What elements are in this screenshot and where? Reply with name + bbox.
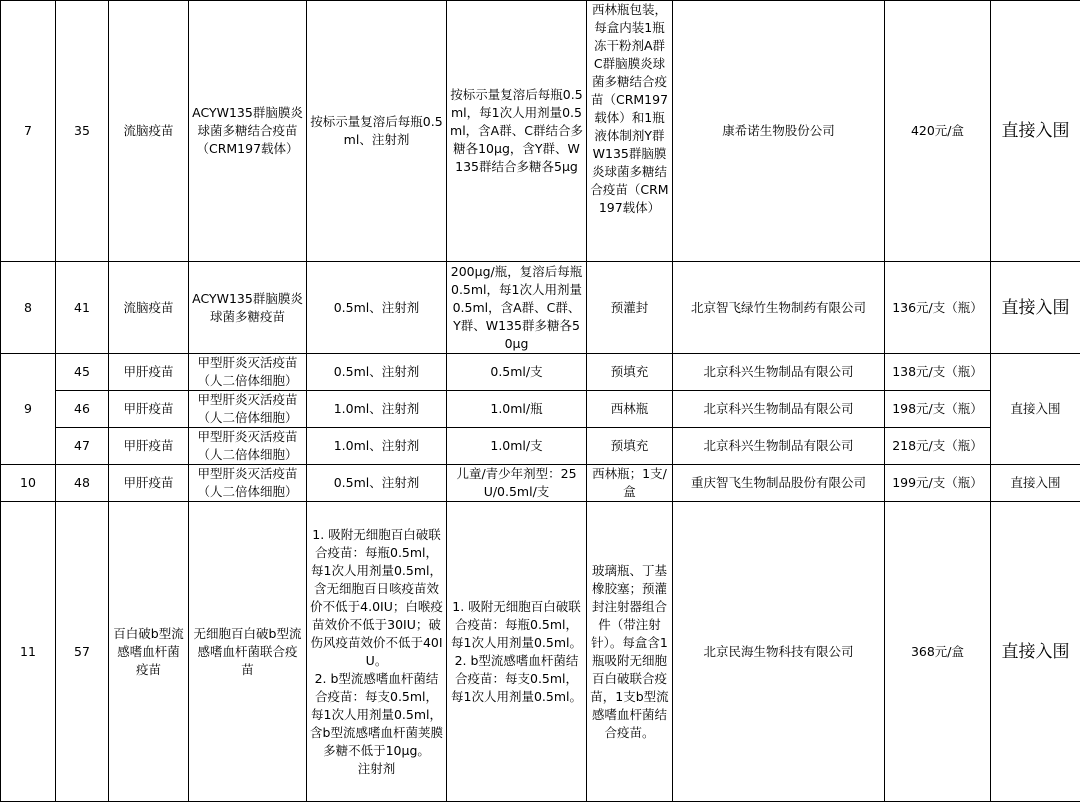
company: 重庆智飞生物制品股份有限公司 bbox=[673, 465, 885, 502]
packaging: 玻璃瓶、丁基橡胶塞；预灌封注射器组合件（带注射针）。每盒含1瓶吸附无细胞百白破联合疫苗，1支b型流感嗜血杆菌结合疫苗。 bbox=[587, 502, 673, 802]
result: 直接入围 bbox=[991, 502, 1080, 802]
vaccine-category: 甲肝疫苗 bbox=[109, 391, 189, 428]
result: 直接入围 bbox=[991, 1, 1080, 262]
item-code: 45 bbox=[56, 354, 109, 391]
vaccine-name: 甲型肝炎灭活疫苗（人二倍体细胞） bbox=[189, 428, 307, 465]
table-row bbox=[1, 391, 1080, 428]
content: 1.0ml/瓶 bbox=[447, 391, 587, 428]
table-row bbox=[1, 354, 1080, 391]
packaging: 预填充 bbox=[587, 428, 673, 465]
specification: 1.0ml、注射剂 bbox=[307, 391, 447, 428]
specification: 按标示量复溶后每瓶0.5ml、注射剂 bbox=[307, 1, 447, 262]
packaging: 西林瓶；1支/盒 bbox=[587, 465, 673, 502]
vaccine-category: 甲肝疫苗 bbox=[109, 428, 189, 465]
company: 康希诺生物股份公司 bbox=[673, 1, 885, 262]
specification: 1. 吸附无细胞百白破联合疫苗：每瓶0.5ml，每1次人用剂量0.5ml，含无细胞百日咳疫苗效价不低于4.0IU；白喉疫苗效价不低于30IU；破伤风疫苗效价不低于40IU。 2. b型流感嗜血杆菌结合疫苗：每支0.5ml，每1次人用剂量0.5ml，含b型流感嗜血杆菌荚膜多糖不低于10μg。 注射剂 bbox=[307, 502, 447, 802]
price: 368元/盒 bbox=[885, 502, 991, 802]
content: 200μg/瓶，复溶后每瓶0.5ml，每1次人用剂量0.5ml，含A群、C群、Y群、W135群多糖各50μg bbox=[447, 262, 587, 354]
row-number: 8 bbox=[1, 262, 56, 354]
vaccine-category: 甲肝疫苗 bbox=[109, 354, 189, 391]
packaging: 西林瓶 bbox=[587, 391, 673, 428]
vaccine-name: 甲型肝炎灭活疫苗（人二倍体细胞） bbox=[189, 465, 307, 502]
specification: 1.0ml、注射剂 bbox=[307, 428, 447, 465]
vaccine-category: 流脑疫苗 bbox=[109, 262, 189, 354]
vaccine-name: 无细胞百白破b型流感嗜血杆菌联合疫苗 bbox=[189, 502, 307, 802]
table-row bbox=[1, 262, 1080, 354]
vaccine-category: 百白破b型流感嗜血杆菌疫苗 bbox=[109, 502, 189, 802]
result: 直接入围 bbox=[991, 465, 1080, 502]
item-code: 46 bbox=[56, 391, 109, 428]
item-code: 47 bbox=[56, 428, 109, 465]
content: 1.0ml/支 bbox=[447, 428, 587, 465]
row-number: 10 bbox=[1, 465, 56, 502]
table-row bbox=[1, 465, 1080, 502]
company: 北京智飞绿竹生物制药有限公司 bbox=[673, 262, 885, 354]
specification: 0.5ml、注射剂 bbox=[307, 354, 447, 391]
row-number: 11 bbox=[1, 502, 56, 802]
price: 199元/支（瓶） bbox=[885, 465, 991, 502]
price: 198元/支（瓶） bbox=[885, 391, 991, 428]
content: 儿童/青少年剂型：25U/0.5ml/支 bbox=[447, 465, 587, 502]
item-code: 57 bbox=[56, 502, 109, 802]
company: 北京科兴生物制品有限公司 bbox=[673, 391, 885, 428]
table-row bbox=[1, 1, 1080, 262]
table-row bbox=[1, 502, 1080, 802]
item-code: 41 bbox=[56, 262, 109, 354]
content: 1. 吸附无细胞百白破联合疫苗：每瓶0.5ml，每1次人用剂量0.5ml。 2. b型流感嗜血杆菌结合疫苗：每支0.5ml，每1次人用剂量0.5ml。 bbox=[447, 502, 587, 802]
specification: 0.5ml、注射剂 bbox=[307, 262, 447, 354]
result: 直接入围 bbox=[991, 262, 1080, 354]
vaccine-category: 流脑疫苗 bbox=[109, 1, 189, 262]
vaccine-name: ACYW135群脑膜炎球菌多糖疫苗 bbox=[189, 262, 307, 354]
vaccine-name: 甲型肝炎灭活疫苗（人二倍体细胞） bbox=[189, 391, 307, 428]
price: 420元/盒 bbox=[885, 1, 991, 262]
result: 直接入围 bbox=[991, 354, 1080, 465]
table-row bbox=[1, 428, 1080, 465]
row-number: 9 bbox=[1, 354, 56, 465]
specification: 0.5ml、注射剂 bbox=[307, 465, 447, 502]
price: 136元/支（瓶） bbox=[885, 262, 991, 354]
price: 218元/支（瓶） bbox=[885, 428, 991, 465]
packaging: 预填充 bbox=[587, 354, 673, 391]
packaging: 预灌封 bbox=[587, 262, 673, 354]
company: 北京科兴生物制品有限公司 bbox=[673, 354, 885, 391]
company: 北京民海生物科技有限公司 bbox=[673, 502, 885, 802]
item-code: 35 bbox=[56, 1, 109, 262]
content: 0.5ml/支 bbox=[447, 354, 587, 391]
vaccine-name: 甲型肝炎灭活疫苗（人二倍体细胞） bbox=[189, 354, 307, 391]
content: 按标示量复溶后每瓶0.5ml，每1次人用剂量0.5ml，含A群、C群结合多糖各10μg，含Y群、W135群结合多糖各5μg bbox=[447, 1, 587, 262]
vaccine-category: 甲肝疫苗 bbox=[109, 465, 189, 502]
price: 138元/支（瓶） bbox=[885, 354, 991, 391]
row-number: 7 bbox=[1, 1, 56, 262]
item-code: 48 bbox=[56, 465, 109, 502]
vaccine-name: ACYW135群脑膜炎球菌多糖结合疫苗（CRM197载体） bbox=[189, 1, 307, 262]
company: 北京科兴生物制品有限公司 bbox=[673, 428, 885, 465]
packaging: 西林瓶包装，每盒内装1瓶冻干粉剂A群C群脑膜炎球菌多糖结合疫苗（CRM197载体）和1瓶液体制剂Y群W135群脑膜炎球菌多糖结合疫苗（CRM197载体） bbox=[587, 1, 673, 262]
